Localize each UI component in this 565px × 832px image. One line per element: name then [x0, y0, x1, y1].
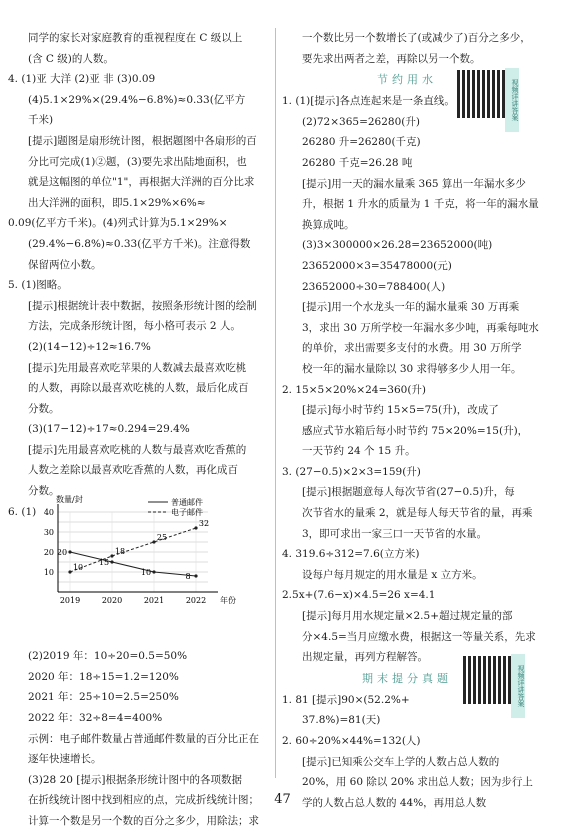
answer-line: 2. 15×5×20%×24=360(升)	[282, 383, 427, 396]
qr-pattern	[463, 656, 511, 704]
answer-line: 分×4.5=当月应缴水费，根据这一等量关系，先求	[302, 630, 536, 643]
answer-line: 6. (1)	[8, 505, 37, 518]
y-axis-label: 数量/封	[56, 495, 83, 504]
answer-line: 2022 年：32÷8=4=400%	[28, 712, 163, 725]
answer-line: 3. (27−0.5)×2×3=159(升)	[282, 465, 421, 478]
data-point	[68, 550, 71, 553]
answer-line: 换算成吨。	[302, 218, 355, 231]
answer-line: 升，根据 1 升水的质量为 1 千克，将一年的漏水量	[302, 198, 539, 211]
answer-line: 次节省水的量乘 2，就是每人每天节省的量，再乘	[302, 507, 533, 520]
answer-line: 20%，用 60 除以 20% 求出总人数；因为步行上	[302, 776, 533, 789]
answer-line: [提示]先用最喜欢吃苹果的人数减去最喜欢吃桃	[28, 361, 247, 374]
answer-line: (2)(14−12)÷12≈16.7%	[28, 340, 151, 353]
answer-line: [提示]每小时节约 15×5=75(升)，改成了	[302, 404, 499, 417]
answer-line: 保留两位小数。	[28, 258, 102, 271]
data-point	[194, 526, 197, 529]
data-point	[68, 570, 71, 573]
data-point	[194, 574, 197, 577]
qr-pattern	[457, 70, 505, 118]
answer-line: (2)72×365=26280(升)	[302, 115, 420, 128]
legend-label: 电子邮件	[171, 508, 203, 517]
answer-line: 分数。	[28, 485, 60, 498]
answer-line: [提示]根据题意每人每次节省(27−0.5)升，每	[302, 486, 515, 499]
data-label: 8	[185, 572, 191, 581]
data-label: 10	[140, 568, 152, 577]
answer-line: 1. 81 [提示]90×(52.2%+	[282, 693, 410, 706]
answer-line: [提示]已知乘公交车上学的人数占总人数的	[302, 755, 500, 768]
answer-line: (含 C 级)的人数。	[28, 52, 114, 65]
answer-line: 出规定量，再列方程解答。	[302, 651, 428, 664]
data-point	[110, 554, 113, 557]
answer-line: 26280 千克=26.28 吨	[302, 156, 413, 169]
data-label: 18	[114, 547, 126, 556]
answer-line: (3)3×300000×26.28=23652000(吨)	[302, 239, 493, 252]
data-point	[110, 560, 113, 563]
answer-line: [提示]每月用水规定量×2.5+超过规定量的部	[302, 610, 513, 623]
qr-label: 视频详讲答案	[505, 68, 519, 132]
data-label: 25	[156, 533, 168, 542]
qr-label: 视频详讲答案	[511, 654, 525, 718]
answer-line: 的单价，求出需要多支付的水费。用 30 万所学	[302, 342, 522, 355]
answer-line: 23652000×3=35478000(元)	[302, 259, 452, 272]
qr-code-1[interactable]	[455, 68, 519, 132]
answer-line: 37.8%)=81(天)	[302, 714, 381, 727]
answer-line: 23652000÷30=788400(人)	[302, 280, 446, 293]
answer-line: [提示]先用最喜欢吃桃的人数与最喜欢吃香蕉的	[28, 443, 247, 456]
answer-line: 26280 升=26280(千克)	[302, 136, 421, 149]
answer-line: [提示]根据统计表中数据，按照条形统计图的绘制	[28, 299, 257, 312]
answer-line: 一天节约 24 个 15 升。	[302, 445, 416, 458]
answer-line: 学的人数占总人数的 44%，再用总人数	[302, 796, 487, 809]
answer-line: 2. 60÷20%×44%=132(人)	[282, 735, 421, 747]
y-tick-label: 20	[43, 548, 54, 557]
answer-line: 逐年快速增长。	[28, 753, 102, 766]
answer-line: 2.5x+(7.6−x)×4.5=26 x=4.1	[282, 589, 436, 602]
answer-line: 出大洋洲的面积，即5.1×29%×6%≈	[28, 196, 206, 209]
column-divider	[275, 28, 276, 778]
answer-line: 4. (1)亚 大洋 (2)亚 非 (3)0.09	[8, 73, 156, 86]
answer-line: 示例：电子邮件数量占普通邮件数量的百分比正在	[28, 732, 259, 745]
page-number: 47	[274, 792, 291, 807]
y-tick-label: 40	[43, 508, 54, 517]
data-point	[152, 570, 155, 573]
answer-line: 同学的家长对家庭教育的重视程度在 C 级以上	[28, 32, 243, 44]
answer-line: 方法，完成条形统计图，每小格可表示 2 人。	[28, 320, 241, 333]
answer-line: (3)28 20 [提示]根据条形统计图中的各项数据	[28, 773, 242, 786]
answer-line: 3，求出 30 万所学校一年漏水多少吨，再乘每吨水	[302, 321, 539, 334]
x-tick-label: 2019	[59, 596, 81, 605]
answer-line: 4. 319.6÷312=7.6(立方米)	[282, 548, 420, 561]
section-title: 节约用水	[377, 73, 437, 87]
answer-line: (3)(17−12)÷17≈0.294=29.4%	[28, 423, 190, 436]
answer-line: [提示]用一个水龙头一年的漏水量乘 30 万再乘	[302, 301, 520, 314]
answer-line: (4)5.1×29%×(29.4%−6.8%)≈0.33(亿平方	[28, 93, 246, 106]
series-line	[70, 552, 196, 576]
answer-line: [提示]题图是扇形统计图，根据题图中各扇形的百	[28, 134, 257, 147]
answer-line: 分比可完成(1)②题，(3)要先求出陆地面积，也	[28, 155, 247, 168]
answer-line: 感应式节水箱后每小时节约 75×20%=15(升)，	[302, 424, 529, 437]
answer-line: 2021 年：25÷10=2.5=250%	[28, 691, 179, 704]
data-label: 32	[198, 519, 210, 528]
y-tick-label: 30	[43, 528, 54, 537]
series-line	[70, 528, 196, 572]
answer-line: 分数。	[28, 402, 60, 415]
data-label: 15	[98, 558, 110, 567]
qr-code-2[interactable]	[461, 654, 525, 718]
x-axis-label: 年份	[220, 596, 236, 605]
x-tick-label: 2021	[143, 596, 165, 605]
answer-line: (29.4%−6.8%)≈0.33(亿平方千米)。注意得数	[28, 237, 251, 250]
left-column	[8, 28, 271, 832]
x-tick-label: 2022	[185, 596, 207, 605]
y-tick-label: 10	[43, 568, 54, 577]
answer-line: 0.09(亿平方千米)。(4)列式计算为5.1×29%×	[8, 217, 228, 230]
answer-line: 一个数比另一个数增长了(或减少了)百分之多少，	[302, 32, 531, 44]
answer-line: 就是这幅图的单位"1"，再根据大洋洲的百分比求	[28, 176, 255, 189]
section-title: 期末提分真题	[362, 671, 452, 685]
data-label: 20	[56, 548, 68, 557]
answer-line: 1. (1)[提示]各点连起来是一条直线。	[282, 95, 455, 108]
data-label: 10	[72, 563, 84, 572]
x-tick-label: 2020	[101, 596, 123, 605]
answer-line: 3，即可求出一家三口一天节省的水量。	[302, 527, 488, 540]
answer-line: [提示]用一天的漏水量乘 365 算出一年漏水多少	[302, 177, 526, 190]
legend-label: 普通邮件	[171, 498, 203, 507]
answer-line: 千米)	[28, 114, 54, 127]
answer-line: 校一年的漏水量除以 30 求得够多少人用一年。	[302, 362, 522, 375]
data-point	[152, 540, 155, 543]
answer-line: (2)2019 年：10÷20=0.5=50%	[28, 650, 188, 663]
answer-line: 设每户每月规定的用水量是 x 立方米。	[302, 568, 483, 581]
answer-line: 2020 年：18÷15=1.2=120%	[28, 670, 179, 683]
answer-line: 的人数，再除以最喜欢吃桃的人数，最后化成百	[28, 382, 249, 395]
answer-line: 要先求出两者之差，再除以另一个数。	[302, 52, 481, 65]
line-chart	[28, 492, 258, 616]
answer-line: 在折线统计图中找到相应的点，完成折线统计图；	[28, 794, 259, 807]
answer-line: 5. (1)图略。	[8, 279, 68, 292]
answer-line: 人数之差除以最喜欢吃香蕉的人数，再化成百	[28, 464, 238, 477]
answer-line: 计算一个数是另一个数的百分之多少，用除法；求	[28, 815, 259, 827]
